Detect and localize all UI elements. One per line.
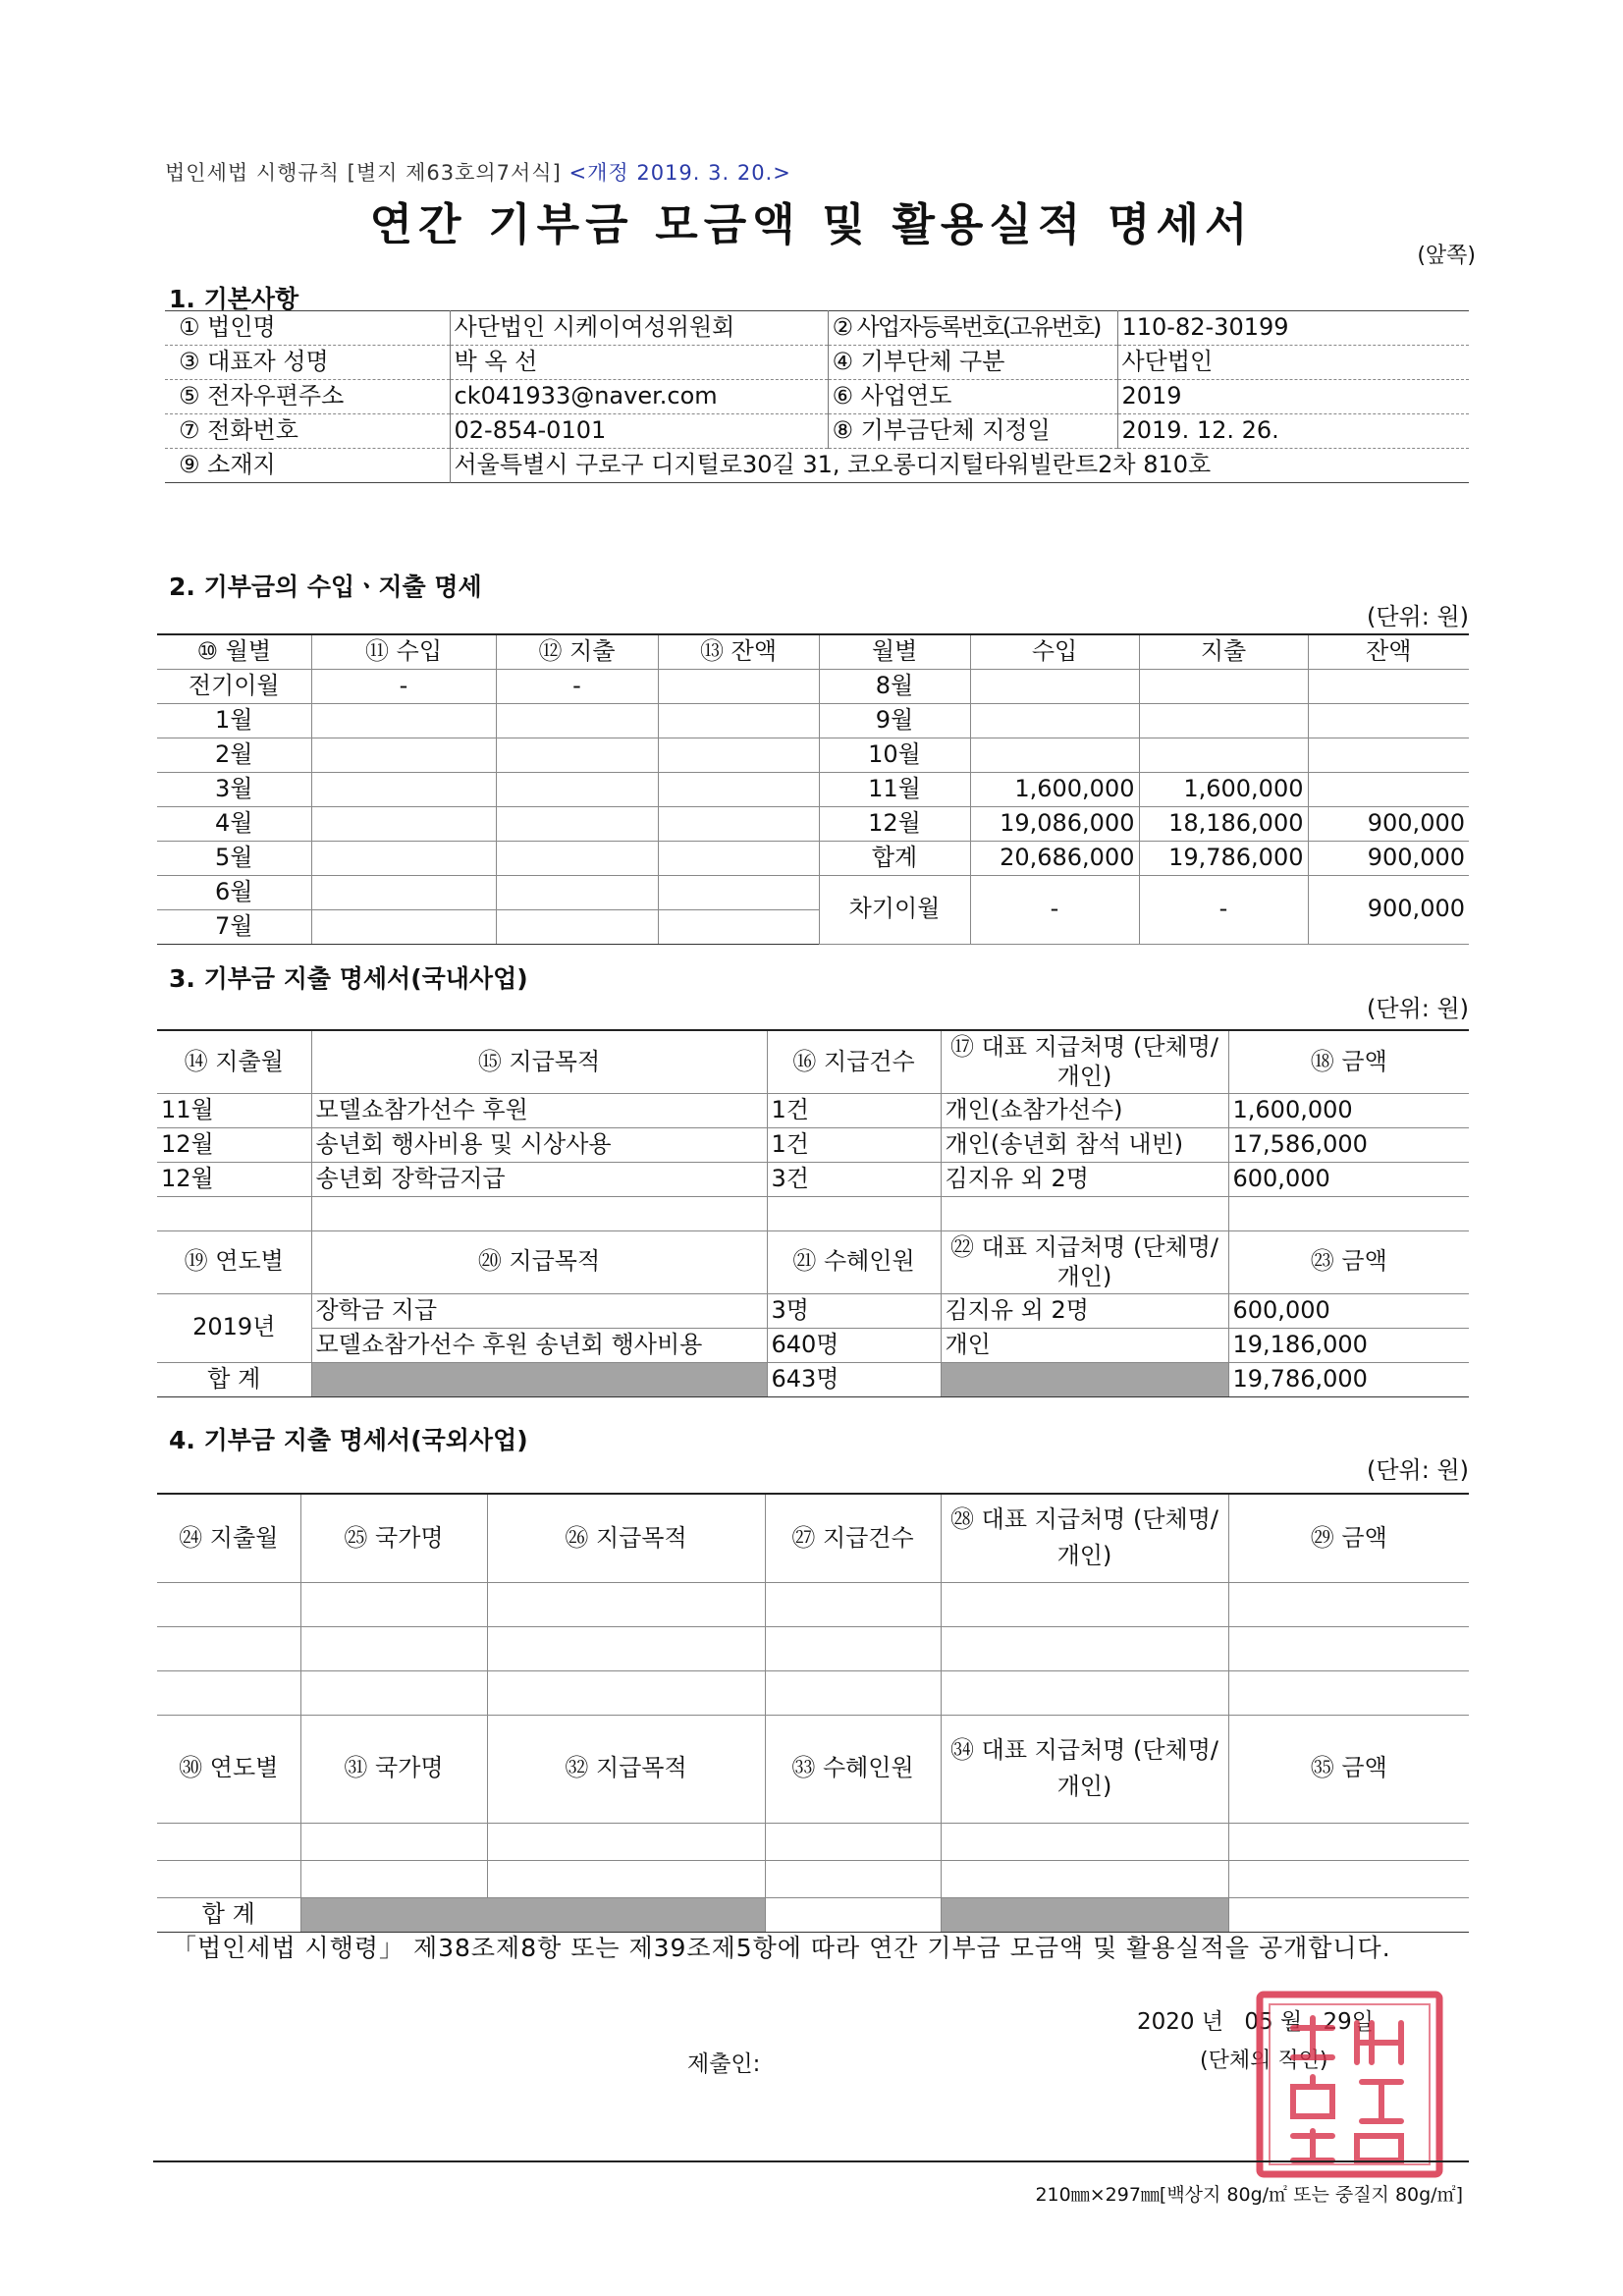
total-row [157, 1897, 1469, 1932]
cell-income: - [311, 669, 496, 703]
cell-count: 1건 [767, 1093, 941, 1127]
cell-balance [1308, 669, 1469, 703]
cell-income [311, 806, 496, 841]
header-beneficiaries: ㉝ 수혜인원 [765, 1715, 941, 1823]
organization-seal [1254, 1989, 1445, 2180]
cell-month: 1월 [157, 703, 311, 738]
cell-income [311, 841, 496, 875]
label-phone: ⑦ 전화번호 [165, 414, 450, 449]
header-count: ㉗ 지급건수 [765, 1494, 941, 1582]
cell-expense: 18,186,000 [1139, 806, 1308, 841]
cell-income [311, 738, 496, 772]
section3-unit: (단위: 원) [1367, 995, 1469, 1022]
cell-balance: 900,000 [1308, 841, 1469, 875]
label-biz-number: ② 사업자등록번호(고유번호) [828, 311, 1117, 346]
cell-amount: 17,586,000 [1228, 1127, 1469, 1162]
section2-title: 2. 기부금의 수입ㆍ지출 명세 [169, 573, 482, 601]
table-header-row [157, 634, 1469, 669]
cell-amount: 600,000 [1228, 1293, 1469, 1328]
cell-month [157, 1196, 311, 1230]
value-phone: 02-854-0101 [450, 414, 828, 449]
date-year: 2020 년 [1137, 2009, 1224, 2035]
cell-balance [658, 738, 819, 772]
table-header-row [157, 1715, 1469, 1823]
cell-amount: 600,000 [1228, 1162, 1469, 1196]
cell-month: 9월 [819, 703, 970, 738]
cell-income: 20,686,000 [970, 841, 1139, 875]
shaded-cell [300, 1897, 765, 1932]
cell-balance: 900,000 [1308, 875, 1469, 944]
basic-info-row [165, 449, 1469, 483]
cell-count [767, 1196, 941, 1230]
table-header-row [157, 1494, 1469, 1582]
cell-month: 7월 [157, 909, 311, 944]
section3-title: 3. 기부금 지출 명세서(국내사업) [169, 964, 528, 993]
cell-balance [1308, 772, 1469, 806]
header-expense: ⑫ 지출 [496, 634, 658, 669]
header-amount: ㉟ 금액 [1228, 1715, 1469, 1823]
table-row [157, 1196, 1469, 1230]
cell-income [311, 772, 496, 806]
cell-income [311, 703, 496, 738]
cell-recipient [941, 1196, 1228, 1230]
cell-balance [658, 875, 819, 909]
footer-divider [153, 2160, 1469, 2162]
cell-expense [496, 703, 658, 738]
total-amount: 19,786,000 [1228, 1362, 1469, 1396]
header-purpose: ㉜ 지급목적 [487, 1715, 765, 1823]
header-purpose: ⑮ 지급목적 [311, 1030, 767, 1093]
header-income: ⑪ 수입 [311, 634, 496, 669]
total-label: 합 계 [157, 1897, 300, 1932]
table-row [157, 1823, 1469, 1860]
cell-month: 12월 [819, 806, 970, 841]
table-row [157, 841, 1469, 875]
cell-expense [496, 772, 658, 806]
header-expense-month: ⑭ 지출월 [157, 1030, 311, 1093]
cell-expense [496, 875, 658, 909]
cell-income: 19,086,000 [970, 806, 1139, 841]
cell-balance [658, 772, 819, 806]
header-amount: ⑱ 금액 [1228, 1030, 1469, 1093]
basic-info-row [165, 346, 1469, 380]
cell-count: 1건 [767, 1127, 941, 1162]
table-row [157, 1670, 1469, 1715]
basic-info-table [165, 310, 1469, 483]
cell-balance [658, 841, 819, 875]
table-row [157, 703, 1469, 738]
cell-recipient: 김지유 외 2명 [941, 1162, 1228, 1196]
form-basis-text: 법인세법 시행규칙 [별지 제63호의7서식] [165, 161, 562, 185]
income-expense-table [157, 633, 1469, 945]
header-balance-2: 잔액 [1308, 634, 1469, 669]
table-header-row [157, 1030, 1469, 1093]
table-row [157, 1127, 1469, 1162]
cell-balance [1308, 738, 1469, 772]
cell-beneficiaries: 640명 [767, 1328, 941, 1362]
seal-note: (단체의 직인) [1200, 2049, 1328, 2073]
cell-balance [658, 806, 819, 841]
page-title: 연간 기부금 모금액 및 활용실적 명세서 [369, 198, 1254, 250]
cell-month: 8월 [819, 669, 970, 703]
cell-amount: 19,186,000 [1228, 1328, 1469, 1362]
table-row [157, 1162, 1469, 1196]
cell-balance [1308, 703, 1469, 738]
cell-purpose: 송년회 장학금지급 [311, 1162, 767, 1196]
cell-amount [1228, 1196, 1469, 1230]
header-recipient: ⑰ 대표 지급처명 (단체명/개인) [941, 1030, 1228, 1093]
cell-expense: 19,786,000 [1139, 841, 1308, 875]
cell-recipient: 개인(송년회 참석 내빈) [941, 1127, 1228, 1162]
value-rep-name: 박 옥 선 [450, 346, 828, 380]
label-corp-name: ① 법인명 [165, 311, 450, 346]
table-row [157, 1582, 1469, 1626]
cell-expense [496, 738, 658, 772]
cell-income: 1,600,000 [970, 772, 1139, 806]
section4-unit: (단위: 원) [1367, 1456, 1469, 1484]
cell-expense: - [496, 669, 658, 703]
cell-balance [658, 703, 819, 738]
overseas-expense-table [157, 1493, 1469, 1933]
cell-month: 차기이월 [819, 875, 970, 944]
cell-balance [658, 669, 819, 703]
cell-month: 4월 [157, 806, 311, 841]
cell-income [970, 738, 1139, 772]
shaded-cell [941, 1362, 1228, 1396]
total-label: 합 계 [157, 1362, 311, 1396]
section4-title: 4. 기부금 지출 명세서(국외사업) [169, 1426, 528, 1454]
cell-expense [1139, 669, 1308, 703]
cell-recipient: 김지유 외 2명 [941, 1293, 1228, 1328]
date-month: 05 월 [1244, 2009, 1303, 2035]
label-designation-date: ⑧ 기부금단체 지정일 [828, 414, 1117, 449]
domestic-expense-table [157, 1029, 1469, 1397]
revision-date: <개정 2019. 3. 20.> [568, 161, 791, 185]
value-address: 서울특별시 구로구 디지털로30길 31, 코오롱디지털타워빌란트2차 810호 [450, 449, 1469, 483]
header-purpose: ㉖ 지급목적 [487, 1494, 765, 1582]
basic-info-row [165, 414, 1469, 449]
header-expense-month: ㉔ 지출월 [157, 1494, 300, 1582]
label-org-type: ④ 기부단체 구분 [828, 346, 1117, 380]
cell-purpose: 모델쇼참가선수 후원 송년회 행사비용 [311, 1328, 767, 1362]
header-recipient: ㉘ 대표 지급처명 (단체명/개인) [941, 1494, 1228, 1582]
cell-income: - [970, 875, 1139, 944]
basic-info-row [165, 311, 1469, 346]
header-amount: ㉓ 금액 [1228, 1230, 1469, 1293]
label-email: ⑤ 전자우편주소 [165, 380, 450, 414]
label-address: ⑨ 소재지 [165, 449, 450, 483]
cell-year: 2019년 [157, 1293, 311, 1362]
paper-spec: 210㎜×297㎜[백상지 80g/㎡ 또는 중질지 80g/㎡] [1035, 2184, 1463, 2206]
cell-month: 전기이월 [157, 669, 311, 703]
header-balance: ⑬ 잔액 [658, 634, 819, 669]
header-recipient: ㉒ 대표 지급처명 (단체명/개인) [941, 1230, 1228, 1293]
header-amount: ㉙ 금액 [1228, 1494, 1469, 1582]
cell-purpose: 송년회 행사비용 및 시상사용 [311, 1127, 767, 1162]
cell-expense: - [1139, 875, 1308, 944]
cell-income [970, 703, 1139, 738]
table-row [157, 806, 1469, 841]
basic-info-row [165, 380, 1469, 414]
cell-expense: 1,600,000 [1139, 772, 1308, 806]
value-fiscal-year: 2019 [1117, 380, 1469, 414]
form-basis [165, 157, 791, 187]
cell-month: 11월 [157, 1093, 311, 1127]
section1-title: 1. 기본사항 [169, 285, 299, 313]
value-corp-name: 사단법인 시케이여성위원회 [450, 311, 828, 346]
header-beneficiaries: ㉑ 수혜인원 [767, 1230, 941, 1293]
header-income-2: 수입 [970, 634, 1139, 669]
value-email: ck041933@naver.com [450, 380, 828, 414]
cell-count: 3건 [767, 1162, 941, 1196]
cell-month: 10월 [819, 738, 970, 772]
submitter-label: 제출인: [687, 2051, 761, 2077]
cell-income [970, 669, 1139, 703]
cell-balance: 900,000 [1308, 806, 1469, 841]
section2-unit: (단위: 원) [1367, 603, 1469, 630]
cell-beneficiaries: 3명 [767, 1293, 941, 1328]
table-row [157, 669, 1469, 703]
header-month: ⑩ 월별 [157, 634, 311, 669]
cell-purpose: 모델쇼참가선수 후원 [311, 1093, 767, 1127]
cell-purpose: 장학금 지급 [311, 1293, 767, 1328]
declaration-text: 「법인세법 시행령」 제38조제8항 또는 제39조제5항에 따라 연간 기부금 모금액 및 활용실적을 공개합니다. [172, 1934, 1391, 1962]
table-row [157, 1626, 1469, 1670]
header-country: ㉛ 국가명 [300, 1715, 487, 1823]
value-designation-date: 2019. 12. 26. [1117, 414, 1469, 449]
header-recipient: ㉞ 대표 지급처명 (단체명/개인) [941, 1715, 1228, 1823]
cell-expense [496, 909, 658, 944]
cell-recipient: 개인(쇼참가선수) [941, 1093, 1228, 1127]
header-expense-2: 지출 [1139, 634, 1308, 669]
cell-expense [1139, 738, 1308, 772]
cell-balance [658, 909, 819, 944]
cell-income [311, 875, 496, 909]
shaded-cell [311, 1362, 767, 1396]
header-month-2: 월별 [819, 634, 970, 669]
table-row [157, 738, 1469, 772]
cell-month: 6월 [157, 875, 311, 909]
cell-month: 3월 [157, 772, 311, 806]
header-count: ⑯ 지급건수 [767, 1030, 941, 1093]
cell-month: 2월 [157, 738, 311, 772]
date-day: 29일 [1323, 2009, 1374, 2035]
cell-amount: 1,600,000 [1228, 1093, 1469, 1127]
cell-purpose [311, 1196, 767, 1230]
table-row [157, 1328, 1469, 1362]
cell-expense [496, 806, 658, 841]
table-row [157, 875, 1469, 909]
header-year: ⑲ 연도별 [157, 1230, 311, 1293]
shaded-cell [941, 1897, 1228, 1932]
header-country: ㉕ 국가명 [300, 1494, 487, 1582]
table-row [157, 772, 1469, 806]
table-row [157, 1293, 1469, 1328]
total-row [157, 1362, 1469, 1396]
cell-month: 12월 [157, 1162, 311, 1196]
cell-expense [496, 841, 658, 875]
cell-income [311, 909, 496, 944]
table-header-row [157, 1230, 1469, 1293]
label-rep-name: ③ 대표자 성명 [165, 346, 450, 380]
value-biz-number: 110-82-30199 [1117, 311, 1469, 346]
cell-month: 합계 [819, 841, 970, 875]
cell-month: 11월 [819, 772, 970, 806]
cell-recipient: 개인 [941, 1328, 1228, 1362]
cell-month: 12월 [157, 1127, 311, 1162]
cell-expense [1139, 703, 1308, 738]
total-beneficiaries: 643명 [767, 1362, 941, 1396]
label-fiscal-year: ⑥ 사업연도 [828, 380, 1117, 414]
table-row [157, 1093, 1469, 1127]
cell-month: 5월 [157, 841, 311, 875]
table-row [157, 1860, 1469, 1897]
page-side: (앞쪽) [1417, 244, 1476, 268]
header-purpose: ⑳ 지급목적 [311, 1230, 767, 1293]
header-year: ㉚ 연도별 [157, 1715, 300, 1823]
value-org-type: 사단법인 [1117, 346, 1469, 380]
